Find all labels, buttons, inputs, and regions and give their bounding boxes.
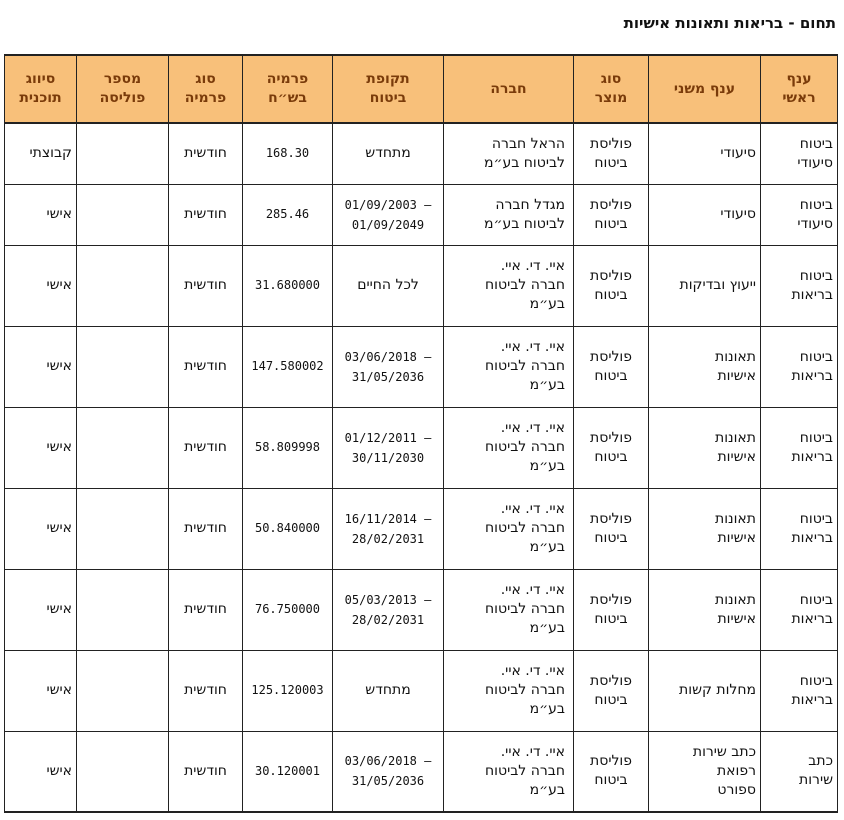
cell-premium-type: חודשית xyxy=(169,650,243,731)
cell-company: הראל חברה לביטוח בע״מ xyxy=(444,123,574,184)
cell-plan-class: אישי xyxy=(5,407,77,488)
table-row xyxy=(5,245,838,326)
cell-sub-branch: תאונות אישיות xyxy=(649,569,761,650)
cell-main-branch: ביטוח בריאות xyxy=(761,326,838,407)
cell-sub-branch: תאונות אישיות xyxy=(649,488,761,569)
cell-insurance-period: 05/03/2013 – 28/02/2031 xyxy=(333,569,444,650)
cell-main-branch: כתב שירות xyxy=(761,731,838,812)
table-row xyxy=(5,569,838,650)
table-row xyxy=(5,488,838,569)
header-product-type: סוג מוצר xyxy=(574,55,649,123)
cell-product-type: פוליסת ביטוח xyxy=(574,326,649,407)
cell-insurance-period: 01/09/2003 – 01/09/2049 xyxy=(333,184,444,245)
cell-company: איי. די. איי. חברה לביטוח בע״מ xyxy=(444,650,574,731)
cell-premium-type: חודשית xyxy=(169,731,243,812)
cell-company: איי. די. איי. חברה לביטוח בע״מ xyxy=(444,569,574,650)
table-row xyxy=(5,184,838,245)
cell-plan-class: אישי xyxy=(5,569,77,650)
cell-sub-branch: מחלות קשות xyxy=(649,650,761,731)
table-header-row xyxy=(5,55,838,123)
cell-product-type: פוליסת ביטוח xyxy=(574,569,649,650)
cell-company: מגדל חברה לביטוח בע״מ xyxy=(444,184,574,245)
cell-product-type: פוליסת ביטוח xyxy=(574,184,649,245)
cell-main-branch: ביטוח סיעודי xyxy=(761,184,838,245)
cell-premium: 147.580002 xyxy=(243,326,333,407)
cell-insurance-period: 16/11/2014 – 28/02/2031 xyxy=(333,488,444,569)
cell-policy-number xyxy=(77,650,169,731)
cell-product-type: פוליסת ביטוח xyxy=(574,731,649,812)
cell-policy-number xyxy=(77,245,169,326)
cell-policy-number xyxy=(77,123,169,184)
cell-premium: 58.809998 xyxy=(243,407,333,488)
cell-insurance-period: מתחדש xyxy=(333,123,444,184)
cell-product-type: פוליסת ביטוח xyxy=(574,488,649,569)
header-company: חברה xyxy=(444,55,574,123)
cell-insurance-period: לכל החיים xyxy=(333,245,444,326)
cell-plan-class: אישי xyxy=(5,650,77,731)
cell-policy-number xyxy=(77,731,169,812)
table-row xyxy=(5,731,838,812)
cell-plan-class: אישי xyxy=(5,245,77,326)
cell-insurance-period: 03/06/2018 – 31/05/2036 xyxy=(333,731,444,812)
cell-company: איי. די. איי. חברה לביטוח בע״מ xyxy=(444,407,574,488)
cell-sub-branch: סיעודי xyxy=(649,123,761,184)
cell-main-branch: ביטוח סיעודי xyxy=(761,123,838,184)
header-sub-branch: ענף משני xyxy=(649,55,761,123)
section-title: תחום - בריאות ותאונות אישיות xyxy=(623,14,836,32)
cell-premium-type: חודשית xyxy=(169,245,243,326)
header-policy-number: מספר פוליסה xyxy=(77,55,169,123)
cell-policy-number xyxy=(77,407,169,488)
table-row xyxy=(5,326,838,407)
cell-premium-type: חודשית xyxy=(169,407,243,488)
cell-product-type: פוליסת ביטוח xyxy=(574,245,649,326)
cell-company: איי. די. איי. חברה לביטוח בע״מ xyxy=(444,488,574,569)
cell-premium: 125.120003 xyxy=(243,650,333,731)
cell-insurance-period: 01/12/2011 – 30/11/2030 xyxy=(333,407,444,488)
cell-insurance-period: 03/06/2018 – 31/05/2036 xyxy=(333,326,444,407)
cell-premium-type: חודשית xyxy=(169,569,243,650)
cell-premium-type: חודשית xyxy=(169,326,243,407)
cell-main-branch: ביטוח בריאות xyxy=(761,650,838,731)
cell-policy-number xyxy=(77,569,169,650)
cell-premium: 168.30 xyxy=(243,123,333,184)
cell-sub-branch: כתב שירות רפואת ספורט xyxy=(649,731,761,812)
table-row xyxy=(5,123,838,184)
cell-premium: 31.680000 xyxy=(243,245,333,326)
cell-product-type: פוליסת ביטוח xyxy=(574,650,649,731)
table-row xyxy=(5,650,838,731)
cell-premium: 50.840000 xyxy=(243,488,333,569)
header-insurance-period: תקופת ביטוח xyxy=(333,55,444,123)
cell-main-branch: ביטוח בריאות xyxy=(761,407,838,488)
cell-premium-type: חודשית xyxy=(169,123,243,184)
cell-insurance-period: מתחדש xyxy=(333,650,444,731)
header-main-branch: ענף ראשי xyxy=(761,55,838,123)
cell-product-type: פוליסת ביטוח xyxy=(574,407,649,488)
cell-premium: 285.46 xyxy=(243,184,333,245)
cell-plan-class: קבוצתי xyxy=(5,123,77,184)
header-premium-type: סוג פרמיה xyxy=(169,55,243,123)
cell-main-branch: ביטוח בריאות xyxy=(761,245,838,326)
cell-premium: 76.750000 xyxy=(243,569,333,650)
header-plan-class: סיווג תוכנית xyxy=(5,55,77,123)
cell-company: איי. די. איי. חברה לביטוח בע״מ xyxy=(444,245,574,326)
cell-company: איי. די. איי. חברה לביטוח בע״מ xyxy=(444,731,574,812)
cell-premium-type: חודשית xyxy=(169,488,243,569)
cell-product-type: פוליסת ביטוח xyxy=(574,123,649,184)
cell-sub-branch: ייעוץ ובדיקות xyxy=(649,245,761,326)
cell-policy-number xyxy=(77,488,169,569)
cell-plan-class: אישי xyxy=(5,326,77,407)
header-premium: פרמיה בש״ח xyxy=(243,55,333,123)
cell-policy-number xyxy=(77,184,169,245)
table-row xyxy=(5,407,838,488)
cell-sub-branch: סיעודי xyxy=(649,184,761,245)
cell-sub-branch: תאונות אישיות xyxy=(649,326,761,407)
policies-table xyxy=(4,54,838,813)
cell-company: איי. די. איי. חברה לביטוח בע״מ xyxy=(444,326,574,407)
cell-plan-class: אישי xyxy=(5,488,77,569)
cell-main-branch: ביטוח בריאות xyxy=(761,488,838,569)
cell-policy-number xyxy=(77,326,169,407)
cell-plan-class: אישי xyxy=(5,184,77,245)
cell-main-branch: ביטוח בריאות xyxy=(761,569,838,650)
cell-premium: 30.120001 xyxy=(243,731,333,812)
cell-premium-type: חודשית xyxy=(169,184,243,245)
cell-plan-class: אישי xyxy=(5,731,77,812)
cell-sub-branch: תאונות אישיות xyxy=(649,407,761,488)
